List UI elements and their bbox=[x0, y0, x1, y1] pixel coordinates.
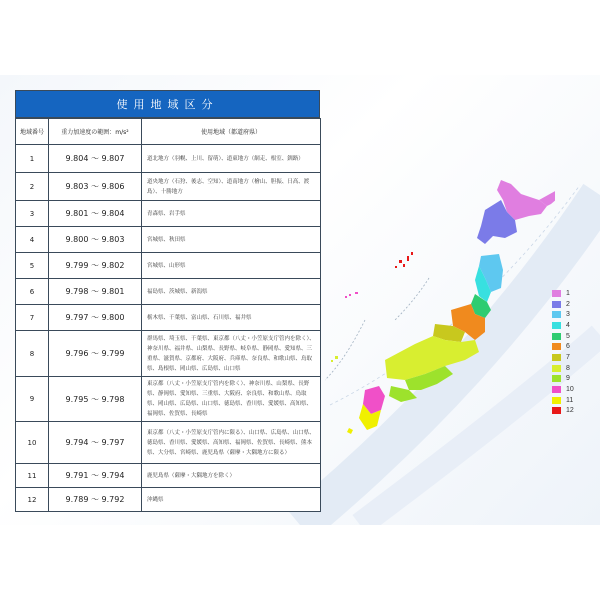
region-no: 9 bbox=[16, 377, 49, 422]
gravity-range: 9.804 ～ 9.807 bbox=[49, 145, 142, 173]
legend-swatch bbox=[552, 407, 561, 414]
gravity-range: 9.801 ～ 9.804 bbox=[49, 201, 142, 227]
region-no: 7 bbox=[16, 305, 49, 331]
prefectures: 東京都（八丈・小笠原支庁管内を除く）、神奈川県、山梨県、長野県、静岡県、愛知県、三重県、大阪府、奈良県、和歌山県、鳥取県、岡山県、広島県、山口県、徳島県、香川県、愛媛県、高知県、福岡県、佐賀県、長崎県 bbox=[142, 377, 321, 422]
table-row bbox=[16, 377, 321, 422]
legend-label: 7 bbox=[566, 353, 570, 361]
gravity-range: 9.799 ～ 9.802 bbox=[49, 253, 142, 279]
region-table-panel bbox=[15, 90, 320, 512]
prefectures: 東京都（八丈・小笠原支庁管内に限る）、山口県、広島県、山口県、徳島県、香川県、愛媛県、高知県、福岡県、佐賀県、長崎県、熊本県、大分県、宮崎県、鹿児島県（薩摩・大隅地方に限る） bbox=[142, 422, 321, 464]
legend-label: 11 bbox=[566, 396, 574, 404]
map-boundary-line bbox=[325, 320, 365, 380]
legend-swatch bbox=[552, 311, 561, 318]
prefectures: 沖縄県 bbox=[142, 488, 321, 512]
prefectures: 福島県、茨城県、新潟県 bbox=[142, 279, 321, 305]
legend-swatch bbox=[552, 354, 561, 361]
table-row bbox=[16, 253, 321, 279]
region-no: 10 bbox=[16, 422, 49, 464]
prefectures: 道北地方（羽幌、上川、留萌）、道東地方（網走、根室、釧路） bbox=[142, 145, 321, 173]
legend-swatch bbox=[552, 365, 561, 372]
legend-label: 5 bbox=[566, 332, 570, 340]
legend-item bbox=[552, 384, 574, 395]
legend-item bbox=[552, 341, 574, 352]
gravity-range: 9.794 ～ 9.797 bbox=[49, 422, 142, 464]
table-row bbox=[16, 173, 321, 201]
legend-swatch bbox=[552, 343, 561, 350]
table-row bbox=[16, 331, 321, 377]
legend-item bbox=[552, 363, 574, 374]
legend-item bbox=[552, 374, 574, 385]
legend-label: 10 bbox=[566, 386, 574, 394]
legend-item bbox=[552, 288, 574, 299]
gravity-range: 9.791 ～ 9.794 bbox=[49, 464, 142, 488]
map-islands-8 bbox=[331, 356, 338, 362]
prefectures: 栃木県、千葉県、富山県、石川県、福井県 bbox=[142, 305, 321, 331]
table-row bbox=[16, 464, 321, 488]
prefectures: 鹿児島県（薩摩・大隅地方を除く） bbox=[142, 464, 321, 488]
legend-item bbox=[552, 309, 574, 320]
gravity-range: 9.795 ～ 9.798 bbox=[49, 377, 142, 422]
legend-label: 8 bbox=[566, 364, 570, 372]
legend-swatch bbox=[552, 375, 561, 382]
table-row bbox=[16, 227, 321, 253]
legend-swatch bbox=[552, 322, 561, 329]
prefectures: 宮城県、山形県 bbox=[142, 253, 321, 279]
legend-swatch bbox=[552, 290, 561, 297]
legend-label: 3 bbox=[566, 311, 570, 319]
table-row bbox=[16, 422, 321, 464]
japan-region-map bbox=[325, 160, 555, 520]
header-range: 重力加速度の範囲：m/s² bbox=[49, 119, 142, 145]
region-no: 4 bbox=[16, 227, 49, 253]
region-no: 12 bbox=[16, 488, 49, 512]
table-header-row bbox=[16, 119, 321, 145]
legend-item bbox=[552, 395, 574, 406]
table-row bbox=[16, 488, 321, 512]
header-prefectures: 使用地域（都道府県） bbox=[142, 119, 321, 145]
region-no: 5 bbox=[16, 253, 49, 279]
prefectures: 宮城県、秋田県 bbox=[142, 227, 321, 253]
gravity-range: 9.800 ～ 9.803 bbox=[49, 227, 142, 253]
header-region-no: 地域番号 bbox=[16, 119, 49, 145]
legend-item bbox=[552, 320, 574, 331]
map-boundary-line bbox=[395, 278, 429, 320]
region-no: 8 bbox=[16, 331, 49, 377]
map-islands-10 bbox=[345, 292, 358, 298]
legend-item bbox=[552, 406, 574, 417]
legend-label: 12 bbox=[566, 407, 574, 415]
legend-swatch bbox=[552, 397, 561, 404]
legend-swatch bbox=[552, 301, 561, 308]
legend-label: 4 bbox=[566, 321, 570, 329]
region-table bbox=[15, 118, 321, 512]
legend-label: 1 bbox=[566, 289, 570, 297]
map-region-12 bbox=[395, 252, 413, 268]
table-title: 使用地域区分 bbox=[15, 90, 320, 118]
region-no: 3 bbox=[16, 201, 49, 227]
legend-label: 6 bbox=[566, 343, 570, 351]
map-region-11-islands bbox=[347, 428, 353, 434]
legend-label: 2 bbox=[566, 300, 570, 308]
prefectures: 道央地方（石狩、後志、空知）、道南地方（檜山、胆振、日高、渡島）、十勝地方 bbox=[142, 173, 321, 201]
legend-swatch bbox=[552, 386, 561, 393]
region-no: 2 bbox=[16, 173, 49, 201]
region-no: 6 bbox=[16, 279, 49, 305]
legend-item bbox=[552, 352, 574, 363]
legend-item bbox=[552, 299, 574, 310]
prefectures: 青森県、岩手県 bbox=[142, 201, 321, 227]
table-row bbox=[16, 279, 321, 305]
legend-item bbox=[552, 331, 574, 342]
gravity-range: 9.798 ～ 9.801 bbox=[49, 279, 142, 305]
region-no: 1 bbox=[16, 145, 49, 173]
map-legend bbox=[552, 288, 574, 416]
table-row bbox=[16, 305, 321, 331]
table-row bbox=[16, 201, 321, 227]
region-no: 11 bbox=[16, 464, 49, 488]
gravity-range: 9.803 ～ 9.806 bbox=[49, 173, 142, 201]
gravity-range: 9.796 ～ 9.799 bbox=[49, 331, 142, 377]
prefectures: 群馬県、埼玉県、千葉県、東京都（八丈・小笠原支庁管内を除く）、神奈川県、福井県、山梨県、長野県、岐阜県、静岡県、愛知県、三重県、滋賀県、京都府、大阪府、兵庫県、奈良県、和歌山県、鳥取県、島根県、岡山県、広島県、山口県 bbox=[142, 331, 321, 377]
legend-label: 9 bbox=[566, 375, 570, 383]
gravity-range: 9.789 ～ 9.792 bbox=[49, 488, 142, 512]
legend-swatch bbox=[552, 333, 561, 340]
table-row bbox=[16, 145, 321, 173]
gravity-range: 9.797 ～ 9.800 bbox=[49, 305, 142, 331]
